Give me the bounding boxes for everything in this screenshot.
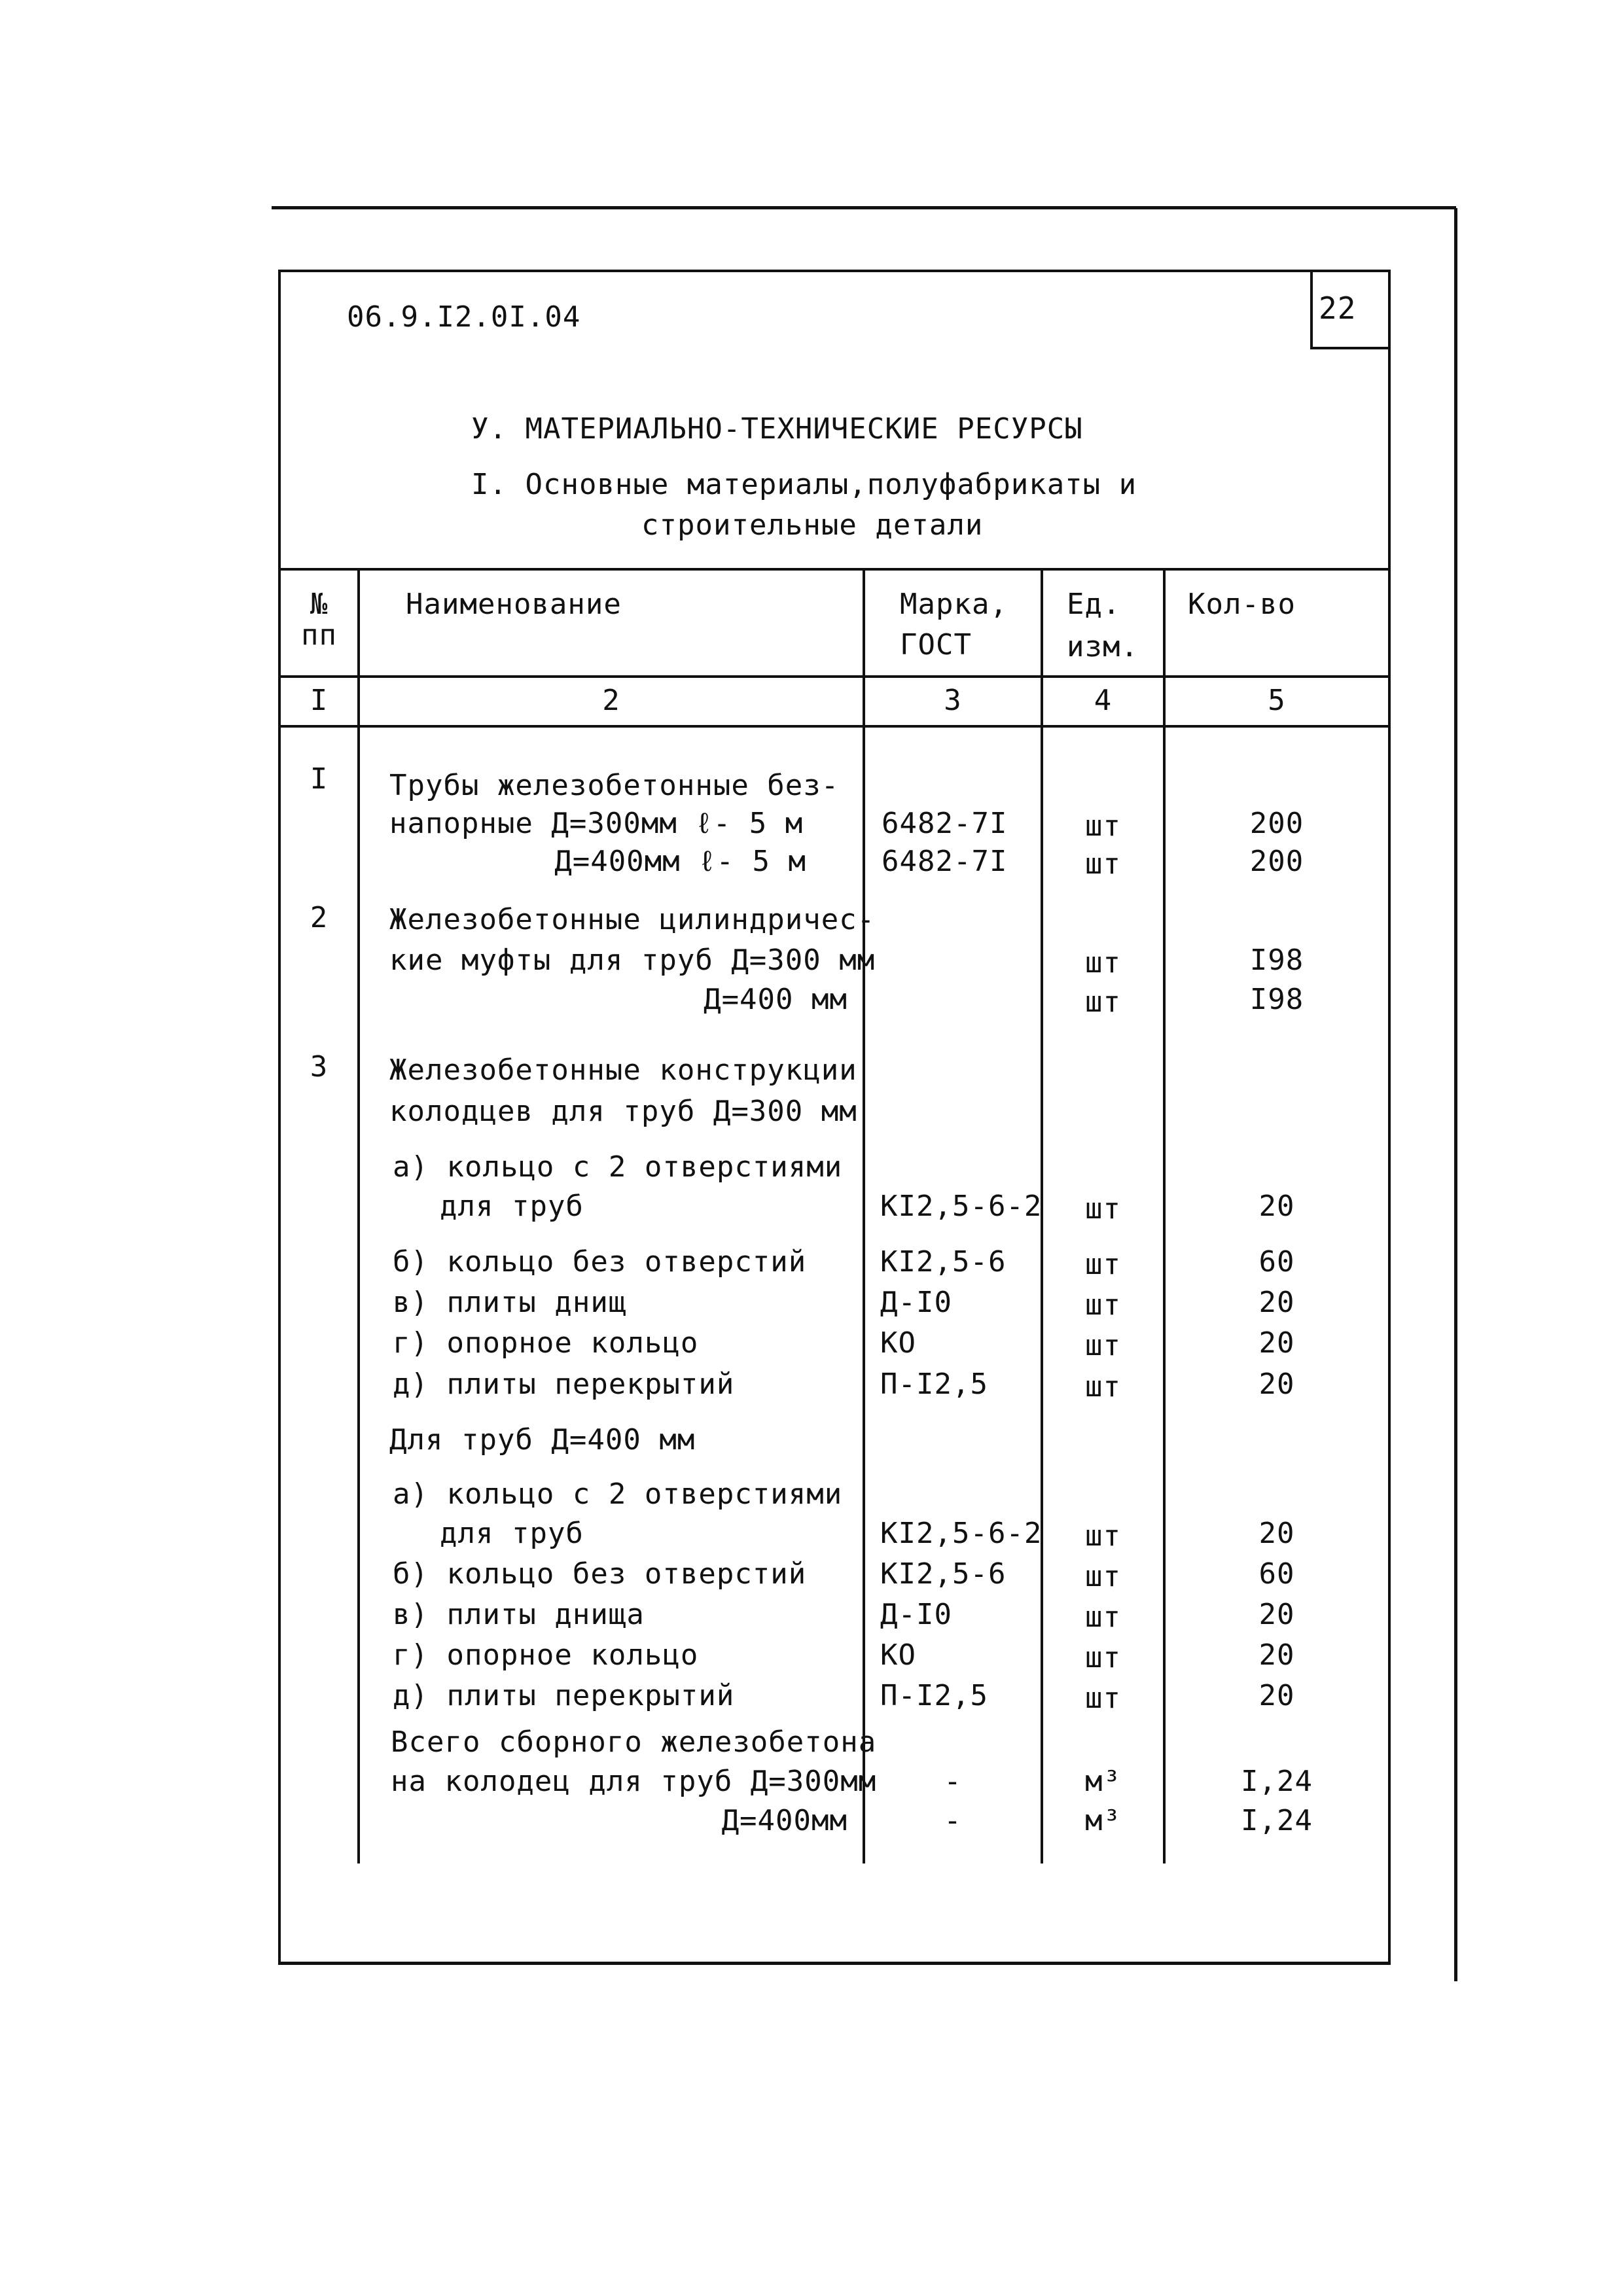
row-2-name-line-1: Железобетонные цилиндричес- xyxy=(389,903,876,936)
item-v-400: в) плиты днища xyxy=(393,1598,645,1631)
row-3-number: 3 xyxy=(310,1050,329,1084)
header-number-symbol: № xyxy=(310,588,329,621)
item-g-300-unit: шт xyxy=(1085,1329,1121,1362)
item-d-300-qty: 20 xyxy=(1258,1368,1295,1401)
row-1-qty-400: 200 xyxy=(1249,845,1304,878)
item-g-300-qty: 20 xyxy=(1258,1326,1295,1360)
colnum-bottom xyxy=(278,725,1391,728)
item-g-300-mark: КО xyxy=(880,1326,916,1360)
row-1-mark-300: 6482-7I xyxy=(882,807,1008,840)
column-number-3: 3 xyxy=(944,684,962,717)
total-line-3: Д=400мм xyxy=(721,1804,847,1837)
row-1-name-line-3: Д=400мм ℓ- 5 м xyxy=(554,845,806,878)
total-400-mark: - xyxy=(944,1804,962,1837)
row-1-unit-300: шт xyxy=(1085,809,1121,843)
item-a-300-line-2: для труб xyxy=(440,1190,584,1223)
page-box-bottom xyxy=(1310,347,1390,349)
row-1-unit-400: шт xyxy=(1085,847,1121,881)
item-g-400-qty: 20 xyxy=(1258,1638,1295,1672)
row-2-qty-400: I98 xyxy=(1249,983,1304,1016)
item-a-400-line-1: а) кольцо с 2 отверстиями xyxy=(393,1477,843,1511)
page-number: 22 xyxy=(1319,291,1357,326)
item-b-300: б) кольцо без отверстий xyxy=(393,1245,807,1279)
column-number-4: 4 xyxy=(1094,684,1113,717)
item-g-400-unit: шт xyxy=(1085,1641,1121,1674)
item-b-400-qty: 60 xyxy=(1258,1557,1295,1591)
sub-heading-400: Для труб Д=400 мм xyxy=(389,1423,696,1457)
row-1-number: I xyxy=(310,762,329,796)
header-mark: Марка, xyxy=(900,588,1008,621)
item-a-400-mark: КI2,5-6-2 xyxy=(880,1517,1043,1550)
top-rule xyxy=(272,206,1456,209)
header-number-pp: пп xyxy=(301,618,337,652)
item-a-300-mark: КI2,5-6-2 xyxy=(880,1190,1043,1223)
item-d-300: д) плиты перекрытий xyxy=(393,1368,735,1401)
header-quantity: Кол-во xyxy=(1188,588,1296,621)
item-a-300-qty: 20 xyxy=(1258,1190,1295,1223)
item-v-300-unit: шт xyxy=(1085,1288,1121,1322)
table-top xyxy=(278,568,1391,571)
col-divider-2 xyxy=(863,568,865,1863)
item-v-300: в) плиты днищ xyxy=(393,1286,627,1319)
total-300-mark: - xyxy=(944,1765,962,1798)
item-b-300-unit: шт xyxy=(1085,1248,1121,1281)
item-d-400-unit: шт xyxy=(1085,1682,1121,1715)
header-unit: Ед. xyxy=(1067,588,1121,621)
page-box-left xyxy=(1310,270,1313,349)
box-left xyxy=(278,270,281,1964)
total-400-qty: I,24 xyxy=(1241,1804,1313,1837)
total-line-2: на колодец для труб Д=300мм xyxy=(391,1765,877,1798)
box-bottom xyxy=(278,1962,1391,1965)
box-right xyxy=(1388,270,1391,1964)
header-unit-2: изм. xyxy=(1067,630,1139,663)
item-d-300-mark: П-I2,5 xyxy=(880,1368,988,1401)
total-line-1: Всего сборного железобетона xyxy=(391,1725,877,1759)
item-g-400-mark: КО xyxy=(880,1638,916,1672)
item-v-400-mark: Д-I0 xyxy=(880,1598,952,1631)
row-2-unit-300: шт xyxy=(1085,946,1121,980)
item-a-400-line-2: для труб xyxy=(440,1517,584,1550)
item-a-300-unit: шт xyxy=(1085,1192,1121,1226)
item-b-300-mark: КI2,5-6 xyxy=(880,1245,1007,1279)
item-b-300-qty: 60 xyxy=(1258,1245,1295,1279)
item-d-400: д) плиты перекрытий xyxy=(393,1679,735,1712)
column-number-1: I xyxy=(310,684,329,717)
item-v-300-mark: Д-I0 xyxy=(880,1286,952,1319)
row-2-name-line-2: кие муфты для труб Д=300 мм xyxy=(389,944,876,977)
row-1-qty-300: 200 xyxy=(1249,807,1304,840)
column-number-5: 5 xyxy=(1268,684,1286,717)
row-2-number: 2 xyxy=(310,901,329,934)
item-a-400-qty: 20 xyxy=(1258,1517,1295,1550)
item-b-400: б) кольцо без отверстий xyxy=(393,1557,807,1591)
item-v-400-qty: 20 xyxy=(1258,1598,1295,1631)
subtitle-line-1: I. Основные материалы,полуфабрикаты и xyxy=(471,468,1137,501)
row-3-name-line-2: колодцев для труб Д=300 мм xyxy=(389,1095,857,1128)
item-d-400-mark: П-I2,5 xyxy=(880,1679,988,1712)
document-code: 06.9.I2.0I.04 xyxy=(347,300,581,334)
row-2-unit-400: шт xyxy=(1085,985,1121,1019)
header-bottom xyxy=(278,675,1391,678)
row-1-mark-400: 6482-7I xyxy=(882,845,1008,878)
row-1-name-line-2: напорные Д=300мм ℓ- 5 м xyxy=(389,807,804,840)
row-2-name-line-3: Д=400 мм xyxy=(704,983,847,1016)
column-number-2: 2 xyxy=(602,684,620,717)
item-a-300-line-1: а) кольцо с 2 отверстиями xyxy=(393,1150,843,1184)
item-g-300: г) опорное кольцо xyxy=(393,1326,699,1360)
total-300-qty: I,24 xyxy=(1241,1765,1313,1798)
item-a-400-unit: шт xyxy=(1085,1519,1121,1553)
total-300-unit: м³ xyxy=(1085,1765,1121,1798)
item-v-300-qty: 20 xyxy=(1258,1286,1295,1319)
item-b-400-unit: шт xyxy=(1085,1560,1121,1593)
row-3-name-line-1: Железобетонные конструкции xyxy=(389,1053,857,1087)
section-title: У. МАТЕРИАЛЬНО-ТЕХНИЧЕСКИЕ РЕСУРСЫ xyxy=(471,412,1083,446)
item-b-400-mark: КI2,5-6 xyxy=(880,1557,1007,1591)
row-1-name-line-1: Трубы железобетонные без- xyxy=(389,769,840,802)
total-400-unit: м³ xyxy=(1085,1804,1121,1837)
header-gost: ГОСТ xyxy=(900,628,972,662)
item-g-400: г) опорное кольцо xyxy=(393,1638,699,1672)
item-d-400-qty: 20 xyxy=(1258,1679,1295,1712)
item-v-400-unit: шт xyxy=(1085,1600,1121,1634)
row-2-qty-300: I98 xyxy=(1249,944,1304,977)
col-divider-1 xyxy=(357,568,360,1863)
subtitle-line-2: строительные детали xyxy=(641,508,984,542)
box-top xyxy=(278,270,1391,272)
right-rule xyxy=(1454,208,1457,1981)
item-d-300-unit: шт xyxy=(1085,1370,1121,1404)
header-name: Наименование xyxy=(406,588,622,621)
